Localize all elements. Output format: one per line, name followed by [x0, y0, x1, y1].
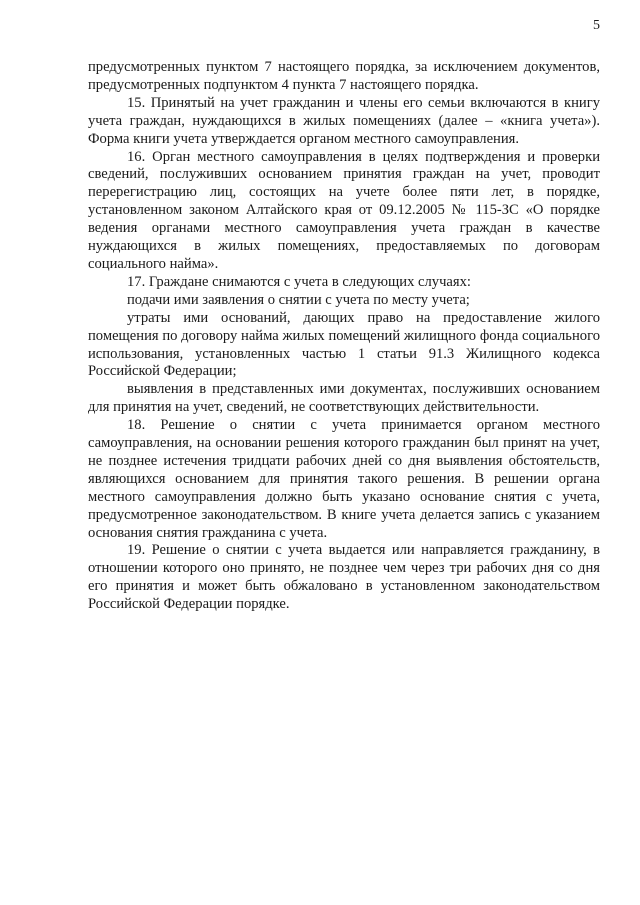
page-number: 5: [593, 18, 600, 33]
paragraph-17: 17. Граждане снимаются с учета в следующих случаях:: [127, 273, 471, 290]
paragraph-17-case-1: подачи ими заявления о снятии с учета по месту учета;: [127, 291, 470, 308]
paragraph-18: 18. Решение о снятии с учета принимается органом местного самоуправления, на основании решения которого гражданин был принят на учет, не позднее истечения тридцати рабочих дней со дня выявления обстоятельств, являющихся основанием для принятия такого решения. В решении органа местного самоуправления должно быть указано основание снятия с учета, предусмотренное законодательством. В книге учета делается запись с указанием основания снятия гражданина с учета.: [88, 417, 600, 541]
paragraph-17-case-3: выявления в представленных ими документах, послуживших основанием для принятия на учет, сведений, не соответствующих действительности.: [88, 381, 600, 416]
paragraph-19: 19. Решение о снятии с учета выдается или направляется гражданину, в отношении которого оно принято, не позднее чем через три рабочих дня со дня его принятия и может быть обжаловано в установленном законодательством Российской Федерации порядке.: [88, 542, 600, 613]
paragraph-15: 15. Принятый на учет гражданин и члены его семьи включаются в книгу учета граждан, нуждающихся в жилых помещениях (далее – «книга учета»). Форма книги учета утверждается органом местного самоуправления.: [88, 94, 600, 147]
document-body: [88, 59, 600, 614]
paragraph-continuation: предусмотренных пунктом 7 настоящего порядка, за исключением документов, предусмотренных подпунктом 4 пункта 7 настоящего порядка.: [88, 59, 600, 93]
paragraph-16: 16. Орган местного самоуправления в целях подтверждения и проверки сведений, послуживших основанием принятия граждан на учет, проводит перерегистрацию лиц, состоящих на учете более пяти лет, в порядке, установленном законом Алтайского края от 09.12.2005 № 115-ЗС «О порядке ведения органами местного самоуправления учета граждан в качестве нуждающихся в жилых помещениях, предоставляемых по договорам социального найма».: [88, 148, 600, 272]
paragraph-17-case-2: утраты ими оснований, дающих право на предоставление жилого помещения по договору найма жилых помещений жилищного фонда социального использования, установленных частью 1 статьи 91.3 Жилищного кодекса Российской Федерации;: [88, 309, 600, 380]
